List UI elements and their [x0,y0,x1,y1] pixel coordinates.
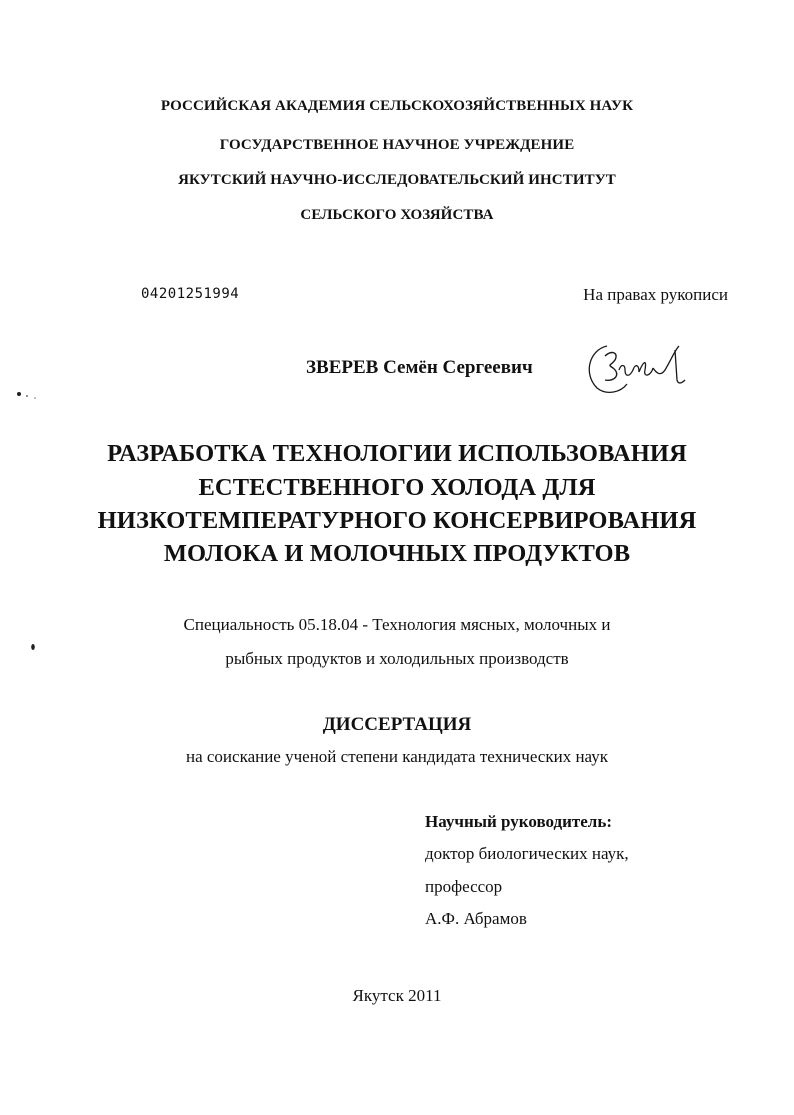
header-institution-type: ГОСУДАРСТВЕННОЕ НАУЧНОЕ УЧРЕЖДЕНИЕ [219,137,575,153]
manuscript-note: На правах рукописи [583,285,728,304]
header-institute-name: ЯКУТСКИЙ НАУЧНО-ИССЛЕДОВАТЕЛЬСКИЙ ИНСТИТУТ [178,172,616,188]
supervisor-name: А.Ф. Абрамов [425,909,527,928]
supervisor-rank: профессор [425,877,503,896]
header-institute-name-cont: СЕЛЬСКОГО ХОЗЯЙСТВА [300,207,494,223]
thesis-title-line-3: НИЗКОТЕМПЕРАТУРНОГО КОНСЕРВИРОВАНИЯ [97,507,697,534]
degree-sought: на соискание ученой степени кандидата технических наук [185,747,608,766]
specialty-line-1: Специальность 05.18.04 - Технология мясных, молочных и [183,615,611,634]
supervisor-heading: Научный руководитель: [425,812,612,831]
author-name: ЗВЕРЕВ Семён Сергеевич [306,357,533,378]
thesis-title-line-2: ЕСТЕСТВЕННОГО ХОЛОДА ДЛЯ [198,474,596,501]
thesis-title-line-1: РАЗРАБОТКА ТЕХНОЛОГИИ ИСПОЛЬЗОВАНИЯ [107,440,687,467]
supervisor-degree: доктор биологических наук, [425,844,629,863]
specialty-line-2: рыбных продуктов и холодильных производств [225,649,569,668]
header-academy: РОССИЙСКАЯ АКАДЕМИЯ СЕЛЬСКОХОЗЯЙСТВЕННЫХ НАУК [160,98,634,114]
city-year: Якутск 2011 [352,986,442,1005]
dissertation-label: ДИССЕРТАЦИЯ [322,714,472,735]
document-code: 04201251994 [141,286,240,302]
thesis-title-line-4: МОЛОКА И МОЛОЧНЫХ ПРОДУКТОВ [163,540,631,567]
